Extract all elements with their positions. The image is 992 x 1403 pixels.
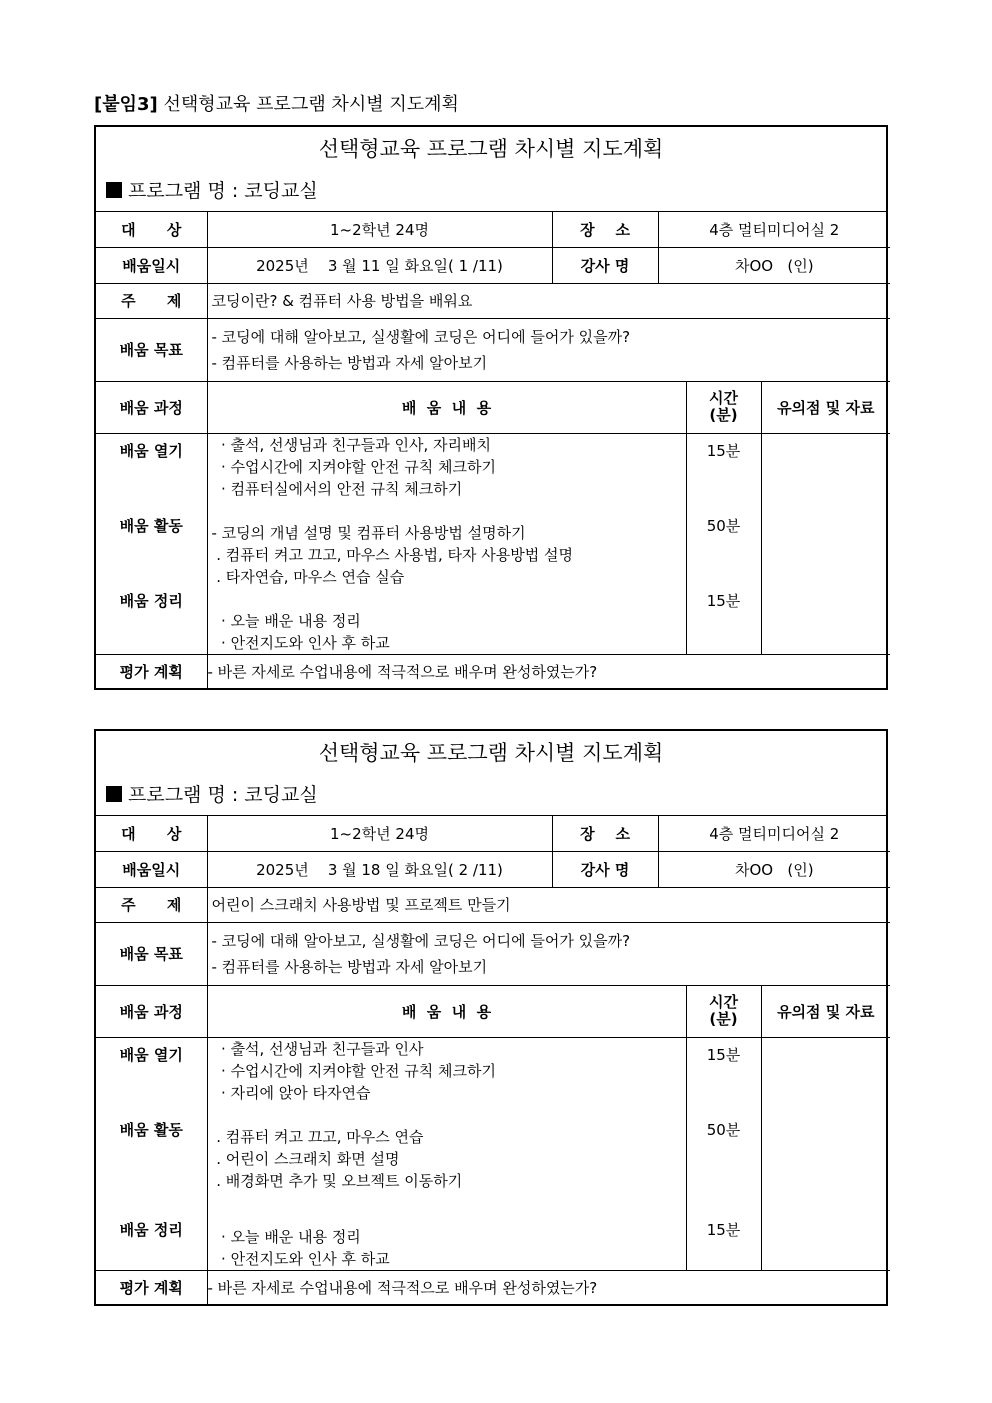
content-line: . 타자연습, 마우스 연습 실습 bbox=[211, 567, 405, 586]
stage-open: 배움 열기 bbox=[119, 441, 183, 460]
content-line: . 어린이 스크래치 화면 설명 bbox=[211, 1149, 400, 1168]
plan-header bbox=[96, 731, 886, 816]
time-header bbox=[686, 381, 761, 433]
content-column bbox=[207, 433, 686, 654]
plan-header bbox=[96, 127, 886, 212]
stage-activity: 배움 활동 bbox=[119, 516, 183, 535]
process-header: 배움 과정 bbox=[96, 985, 207, 1037]
target-label: 대 상 bbox=[96, 816, 207, 851]
subject-label: 주 제 bbox=[96, 283, 207, 318]
goal-line: - 컴퓨터를 사용하는 방법과 자세 알아보기 bbox=[211, 957, 488, 976]
content-line: · 출석, 선생님과 친구들과 인사, 자리배치 bbox=[211, 435, 492, 454]
lesson-plan-2 bbox=[94, 729, 888, 1306]
program-name bbox=[106, 780, 318, 807]
time-value: 15분 bbox=[706, 1045, 741, 1064]
goal-label: 배움 목표 bbox=[96, 922, 207, 985]
content-line: · 수업시간에 지켜야할 안전 규칙 체크하기 bbox=[211, 457, 496, 476]
date-label: 배움일시 bbox=[96, 247, 207, 283]
attachment-heading bbox=[94, 90, 459, 116]
place-value: 4층 멀티미디어실 2 bbox=[658, 816, 890, 851]
place-label: 장 소 bbox=[552, 212, 658, 247]
program-name bbox=[106, 176, 318, 203]
stage-wrapup: 배움 정리 bbox=[119, 1220, 183, 1239]
content-header: 배 움 내 용 bbox=[207, 985, 686, 1037]
program-label: 프로그램 명 : 코딩교실 bbox=[128, 180, 318, 202]
process-header: 배움 과정 bbox=[96, 381, 207, 433]
attachment-text: 선택형교육 프로그램 차시별 지도계획 bbox=[163, 94, 459, 115]
square-bullet-icon bbox=[106, 786, 122, 802]
content-line: . 컴퓨터 켜고 끄고, 마우스 사용법, 타자 사용방법 설명 bbox=[211, 545, 574, 564]
instructor-value: 차OO (인) bbox=[658, 247, 890, 283]
subject-label: 주 제 bbox=[96, 887, 207, 922]
goal-value bbox=[207, 922, 890, 985]
goal-line: - 코딩에 대해 알아보고, 실생활에 코딩은 어디에 들어가 있을까? bbox=[211, 931, 631, 950]
stage-column bbox=[96, 433, 207, 654]
content-column bbox=[207, 1037, 686, 1270]
notes-column bbox=[761, 433, 890, 654]
evaluation-label: 평가 계획 bbox=[96, 1270, 207, 1304]
time-header bbox=[686, 985, 761, 1037]
content-line: - 코딩의 개념 설명 및 컴퓨터 사용방법 설명하기 bbox=[211, 523, 526, 542]
content-header: 배 움 내 용 bbox=[207, 381, 686, 433]
date-value: 2025년 3 월 18 일 화요일( 2 /11) bbox=[207, 851, 552, 887]
content-line: · 오늘 배운 내용 정리 bbox=[211, 611, 361, 630]
place-label: 장 소 bbox=[552, 816, 658, 851]
target-value: 1~2학년 24명 bbox=[207, 816, 552, 851]
time-value: 15분 bbox=[706, 441, 741, 460]
time-column bbox=[686, 433, 761, 654]
content-line bbox=[208, 1104, 686, 1126]
time-value: 50분 bbox=[706, 1120, 741, 1139]
goal-label: 배움 목표 bbox=[96, 318, 207, 381]
plan-table bbox=[96, 212, 890, 688]
time-value: 50분 bbox=[706, 516, 741, 535]
content-line: · 컴퓨터실에서의 안전 규칙 체크하기 bbox=[211, 479, 463, 498]
plan-title: 선택형교육 프로그램 차시별 지도계획 bbox=[318, 741, 664, 765]
content-line bbox=[208, 588, 686, 610]
plan-table bbox=[96, 816, 890, 1304]
content-line: . 컴퓨터 켜고 끄고, 마우스 연습 bbox=[211, 1127, 424, 1146]
goal-line: - 코딩에 대해 알아보고, 실생활에 코딩은 어디에 들어가 있을까? bbox=[211, 327, 631, 346]
evaluation-value: - 바른 자세로 수업내용에 적극적으로 배우며 완성하였는가? bbox=[207, 654, 890, 688]
instructor-value: 차OO (인) bbox=[658, 851, 890, 887]
evaluation-label: 평가 계획 bbox=[96, 654, 207, 688]
instructor-label: 강사 명 bbox=[552, 851, 658, 887]
stage-activity: 배움 활동 bbox=[119, 1120, 183, 1139]
time-header-text: 시간 (분) bbox=[709, 993, 738, 1028]
content-line bbox=[208, 1192, 686, 1226]
target-value: 1~2학년 24명 bbox=[207, 212, 552, 247]
time-value: 15분 bbox=[706, 1220, 741, 1239]
goal-value bbox=[207, 318, 890, 381]
stage-wrapup: 배움 정리 bbox=[119, 591, 183, 610]
time-column bbox=[686, 1037, 761, 1270]
notes-header: 유의점 및 자료 bbox=[761, 381, 890, 433]
notes-column bbox=[761, 1037, 890, 1270]
content-line: · 오늘 배운 내용 정리 bbox=[211, 1227, 361, 1246]
content-line: · 자리에 앉아 타자연습 bbox=[211, 1083, 371, 1102]
content-line: . 배경화면 추가 및 오브젝트 이동하기 bbox=[211, 1171, 463, 1190]
subject-value: 코딩이란? & 컴퓨터 사용 방법을 배워요 bbox=[207, 283, 890, 318]
time-value: 15분 bbox=[706, 591, 741, 610]
instructor-label: 강사 명 bbox=[552, 247, 658, 283]
notes-header: 유의점 및 자료 bbox=[761, 985, 890, 1037]
content-line: · 수업시간에 지켜야할 안전 규칙 체크하기 bbox=[211, 1061, 496, 1080]
time-header-text: 시간 (분) bbox=[709, 389, 738, 424]
content-line: · 안전지도와 인사 후 하교 bbox=[211, 1249, 390, 1268]
subject-value: 어린이 스크래치 사용방법 및 프로젝트 만들기 bbox=[207, 887, 890, 922]
goal-line: - 컴퓨터를 사용하는 방법과 자세 알아보기 bbox=[211, 353, 488, 372]
program-label: 프로그램 명 : 코딩교실 bbox=[128, 784, 318, 806]
content-line bbox=[208, 500, 686, 522]
place-value: 4층 멀티미디어실 2 bbox=[658, 212, 890, 247]
target-label: 대 상 bbox=[96, 212, 207, 247]
lesson-plan-1 bbox=[94, 125, 888, 690]
stage-open: 배움 열기 bbox=[119, 1045, 183, 1064]
content-line: · 출석, 선생님과 친구들과 인사 bbox=[211, 1039, 424, 1058]
stage-column bbox=[96, 1037, 207, 1270]
plan-title: 선택형교육 프로그램 차시별 지도계획 bbox=[318, 137, 664, 161]
content-line: · 안전지도와 인사 후 하교 bbox=[211, 633, 390, 652]
date-label: 배움일시 bbox=[96, 851, 207, 887]
evaluation-value: - 바른 자세로 수업내용에 적극적으로 배우며 완성하였는가? bbox=[207, 1270, 890, 1304]
attachment-tag: [붙임3] bbox=[94, 94, 158, 115]
square-bullet-icon bbox=[106, 182, 122, 198]
date-value: 2025년 3 월 11 일 화요일( 1 /11) bbox=[207, 247, 552, 283]
